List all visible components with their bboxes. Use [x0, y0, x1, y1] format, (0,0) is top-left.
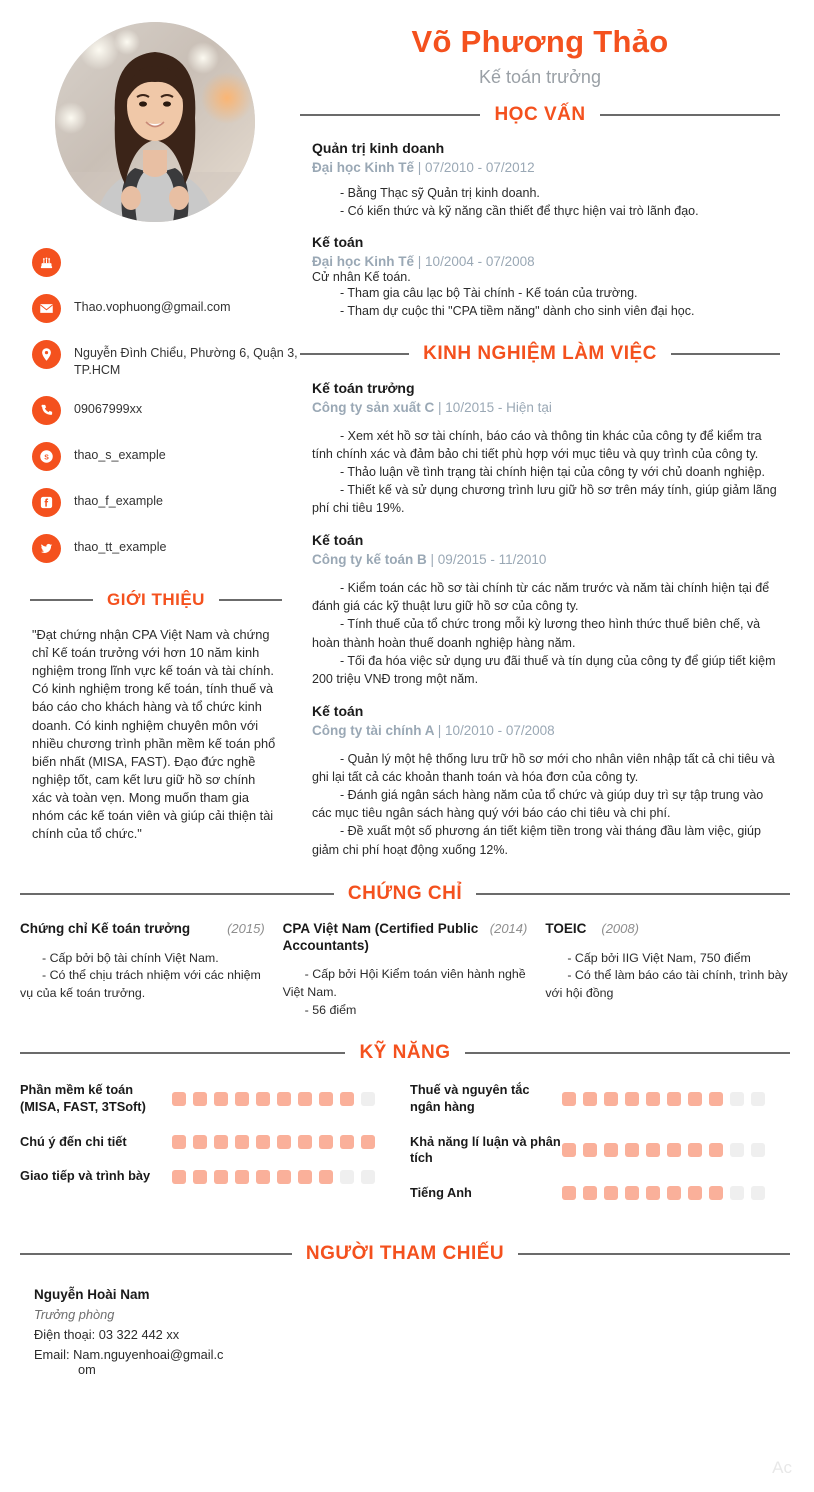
contact-text: Nguyễn Đình Chiểu, Phường 6, Quận 3, TP.HCM — [74, 346, 298, 377]
skill-rating — [172, 1170, 375, 1184]
email-value: Nam.nguyenhoai@gmail.c — [73, 1347, 224, 1363]
rule-left — [20, 893, 334, 895]
skill-square-filled — [235, 1092, 249, 1106]
entry-dates: | 07/2010 - 07/2012 — [417, 160, 535, 175]
phone-icon — [32, 396, 61, 425]
skills-column-left — [20, 1082, 400, 1219]
entry-bullets — [312, 284, 780, 320]
skill-square-filled — [583, 1143, 597, 1157]
reference-role: Trưởng phòng — [34, 1307, 115, 1323]
references-title: NGƯỜI THAM CHIẾU — [305, 1243, 505, 1265]
rule-left — [20, 1052, 345, 1054]
svg-text:S: S — [44, 454, 49, 461]
education-entry — [300, 220, 780, 320]
skill-square-filled — [583, 1092, 597, 1106]
bullet: - Bằng Thạc sỹ Quản trị kinh doanh. — [340, 186, 540, 200]
skill-square-filled — [319, 1092, 333, 1106]
contact-text: thao_s_example — [74, 447, 166, 462]
skill-square-filled — [688, 1092, 702, 1106]
skill-square-filled — [604, 1092, 618, 1106]
entry-title: Quản trị kinh doanh — [312, 140, 445, 156]
certificate-year: (2008) — [601, 920, 639, 936]
bullet: - Cấp bởi bộ tài chính Việt Nam. — [42, 950, 219, 965]
skill-square-filled — [562, 1143, 576, 1157]
entry-title: Kế toán — [312, 702, 364, 719]
bullet: - Cấp bởi IIG Việt Nam, 750 điểm — [567, 950, 751, 965]
email-value-continued: om — [78, 1362, 96, 1378]
skill-square-empty — [751, 1186, 765, 1200]
skill-square-filled — [172, 1135, 186, 1149]
skill-square-filled — [625, 1092, 639, 1106]
skill-rating — [562, 1186, 765, 1200]
skill-square-filled — [193, 1092, 207, 1106]
skill-square-filled — [583, 1186, 597, 1200]
skill-square-filled — [709, 1186, 723, 1200]
skill-row — [20, 1168, 400, 1185]
entry-subtitle — [312, 250, 780, 269]
entry-dates: | 10/2010 - 07/2008 — [437, 722, 555, 738]
skill-square-filled — [277, 1135, 291, 1149]
skill-square-filled — [256, 1092, 270, 1106]
skill-square-filled — [625, 1143, 639, 1157]
experience-entry — [300, 688, 780, 859]
certificate-header — [20, 921, 265, 938]
skill-square-filled — [193, 1135, 207, 1149]
certificate-name: TOEIC — [545, 920, 587, 936]
skill-square-filled — [709, 1092, 723, 1106]
sidebar — [0, 0, 300, 859]
certificate-name: Chứng chỉ Kế toán trưởng — [20, 920, 191, 936]
skill-label: Tiếng Anh — [410, 1184, 472, 1200]
skill-square-empty — [730, 1143, 744, 1157]
skill-square-filled — [646, 1143, 660, 1157]
skill-rating — [562, 1143, 765, 1157]
avatar — [55, 22, 255, 222]
entry-org: Đại học Kinh Tế — [312, 254, 415, 270]
skill-square-filled — [361, 1135, 375, 1149]
rule-right — [219, 599, 282, 601]
bullet: - Tham dự cuộc thi "CPA tiềm năng" dành cho sinh viên đại học. — [340, 304, 695, 319]
entry-bullets — [312, 175, 780, 220]
education-entry — [300, 126, 780, 220]
skill-square-filled — [193, 1170, 207, 1184]
skill-square-empty — [730, 1092, 744, 1106]
certificate-year: (2015) — [227, 920, 265, 936]
contact-text: thao_f_example — [74, 493, 163, 508]
reference-phone — [34, 1322, 790, 1342]
contact-item-address — [32, 340, 300, 379]
bullet: - Quản lý một hệ thống lưu trữ hồ sơ mới cho nhân viên nhập tất cả chi tiêu và ghi lại tất cả các khoản thanh toán và hóa đơn của công ty. — [312, 751, 775, 784]
entry-bullets — [312, 415, 780, 518]
skill-square-filled — [340, 1092, 354, 1106]
skill-square-filled — [256, 1135, 270, 1149]
contact-item-skype[interactable] — [32, 442, 300, 471]
skill-square-filled — [256, 1170, 270, 1184]
skill-square-filled — [604, 1186, 618, 1200]
job-title: Kế toán trưởng — [479, 67, 601, 87]
bullet: - Đánh giá ngân sách hàng năm của tổ chức và giúp duy trì sự tập trung vào các mục tiêu ngân sách hàng quý với báo cáo chi tiêu và chi phí. — [312, 788, 764, 821]
skill-square-filled — [667, 1092, 681, 1106]
skills-grid — [0, 1064, 814, 1219]
skill-rating — [172, 1092, 375, 1106]
skill-square-filled — [688, 1143, 702, 1157]
certificate-item — [545, 921, 790, 1021]
skill-label: Giao tiếp và trình bày — [20, 1168, 151, 1184]
email-label: Email: — [34, 1347, 70, 1363]
page-title: Võ Phương Thảo — [411, 24, 669, 59]
experience-entry — [300, 517, 780, 688]
bullet: - Thảo luận về tình trạng tài chính hiện tại của công ty với chủ doanh nghiệp. — [340, 464, 765, 479]
skill-square-filled — [688, 1186, 702, 1200]
email-icon — [32, 294, 61, 323]
birthday-cake-icon — [32, 248, 61, 277]
bullet: - Tính thuế của tổ chức trong mỗi kỳ lương theo hình thức thuế biên chế, và hoàn thành hoàn thuế doanh nghiệp hàng năm. — [312, 617, 761, 650]
bullet: - Có thể làm báo cáo tài chính, trình bày với hội đồng — [545, 968, 788, 1001]
education-section-header — [300, 88, 780, 126]
rule-left — [30, 599, 93, 601]
contact-item-facebook[interactable] — [32, 488, 300, 517]
rule-right — [600, 114, 780, 116]
experience-entry — [300, 365, 780, 518]
skill-rating — [562, 1092, 765, 1106]
skill-square-filled — [214, 1092, 228, 1106]
certificate-body — [283, 954, 528, 1020]
skill-square-filled — [319, 1135, 333, 1149]
skill-square-empty — [361, 1092, 375, 1106]
entry-org: Công ty tài chính A — [312, 722, 434, 738]
skill-square-filled — [625, 1186, 639, 1200]
facebook-icon — [32, 488, 61, 517]
contact-item-phone[interactable] — [32, 396, 300, 425]
skill-square-filled — [277, 1170, 291, 1184]
contact-item-email[interactable] — [32, 294, 300, 323]
skill-label: Thuế và nguyên tắc ngân hàng — [410, 1082, 530, 1114]
skills-column-right — [410, 1082, 790, 1219]
contact-text: thao_tt_example — [74, 539, 167, 554]
bullet: - 56 điểm — [304, 1003, 357, 1018]
entry-org: Công ty sản xuất C — [312, 399, 435, 415]
portrait-photo-icon — [55, 22, 255, 222]
skill-square-filled — [298, 1170, 312, 1184]
bullet: - Có thể chịu trách nhiệm với các nhiệm vụ của kế toán trưởng. — [20, 968, 261, 1001]
bullet: - Tham gia câu lạc bộ Tài chính - Kế toán của trường. — [340, 286, 638, 301]
skill-row — [20, 1134, 400, 1151]
skype-icon — [32, 442, 61, 471]
bullet: - Có kiến thức và kỹ năng cần thiết để thực hiện vai trò lãnh đạo. — [340, 204, 699, 219]
entry-title: Kế toán trưởng — [312, 379, 415, 396]
contact-text: 09067999xx — [74, 401, 143, 416]
certificate-name: CPA Việt Nam (Certified Public Accountants) — [282, 920, 479, 953]
rule-right — [465, 1052, 790, 1054]
rule-left — [300, 353, 409, 355]
entry-dates: | 10/2015 - Hiện tại — [438, 399, 552, 415]
skill-square-empty — [751, 1143, 765, 1157]
contact-text: Thao.vophuong@gmail.com — [74, 300, 231, 314]
education-list — [300, 126, 780, 321]
skill-square-filled — [214, 1170, 228, 1184]
phone-label: Điện thoại: — [34, 1327, 96, 1343]
skill-square-filled — [298, 1092, 312, 1106]
entry-title: Kế toán — [312, 234, 364, 251]
avatar-wrapper — [10, 0, 300, 222]
entry-org: Công ty kế toán B — [312, 552, 427, 568]
certificate-item — [283, 921, 528, 1021]
skill-label: Phần mềm kế toán (MISA, FAST, 3TSoft) — [20, 1082, 146, 1114]
skills-section-header — [0, 1020, 814, 1064]
skill-square-filled — [172, 1170, 186, 1184]
bullet: - Đề xuất một số phương án tiết kiệm tiền trong vài tháng đầu làm việc, giúp giảm chi phí hoạt động xuống 12%. — [312, 824, 761, 857]
entry-lead: Cử nhân Kế toán. — [312, 270, 411, 285]
entry-subtitle — [312, 719, 780, 738]
skill-label: Chú ý đến chi tiết — [20, 1133, 127, 1149]
intro-section-header — [10, 580, 300, 610]
bullet: - Cấp bởi Hội Kiểm toán viên hành nghề Việt Nam. — [282, 967, 526, 1000]
watermark: Ac — [772, 1458, 792, 1477]
entry-subtitle — [312, 396, 780, 415]
skill-square-filled — [235, 1135, 249, 1149]
bullet: - Kiểm toán các hồ sơ tài chính từ các năm trước và năm tài chính hiện tại để đánh giá các kỹ thuật lưu giữ hồ sơ của công ty. — [312, 581, 770, 614]
rule-right — [518, 1253, 790, 1255]
skill-rating — [172, 1135, 375, 1149]
phone-value: 03 322 442 xx — [98, 1327, 180, 1343]
rule-left — [300, 114, 480, 116]
twitter-icon — [32, 534, 61, 563]
bullet: - Tối đa hóa việc sử dụng ưu đãi thuế và tín dụng của công ty để giúp tiết kiệm 200 triệu VNĐ trong một năm. — [312, 653, 776, 686]
skill-square-filled — [172, 1092, 186, 1106]
skill-row — [20, 1082, 400, 1115]
contact-item-birthday — [32, 248, 300, 277]
skill-row — [410, 1082, 790, 1115]
rule-right — [476, 893, 790, 895]
skill-square-filled — [277, 1092, 291, 1106]
references-section-header — [0, 1219, 814, 1265]
skill-label: Khả năng lí luận và phân tích — [410, 1133, 561, 1166]
contact-item-twitter[interactable] — [32, 534, 300, 563]
skill-square-filled — [667, 1186, 681, 1200]
experience-title: KINH NGHIỆM LÀM VIỆC — [423, 342, 657, 364]
education-title: HỌC VẤN — [494, 104, 586, 125]
certificates-title: CHỨNG CHỈ — [347, 882, 463, 904]
certificate-body — [545, 938, 790, 1004]
skill-square-filled — [646, 1092, 660, 1106]
entry-subtitle — [312, 156, 780, 175]
certificates-list — [0, 905, 814, 1021]
skill-square-filled — [319, 1170, 333, 1184]
skill-square-empty — [730, 1186, 744, 1200]
skill-square-filled — [214, 1135, 228, 1149]
certificate-header — [545, 921, 790, 938]
skill-square-filled — [709, 1143, 723, 1157]
skill-square-filled — [298, 1135, 312, 1149]
skill-square-filled — [667, 1143, 681, 1157]
entry-title: Kế toán — [312, 532, 364, 549]
location-pin-icon — [32, 340, 61, 369]
certificate-body — [20, 938, 265, 1004]
skill-square-filled — [340, 1135, 354, 1149]
skill-square-filled — [646, 1186, 660, 1200]
contact-list — [10, 222, 300, 563]
experience-section-header — [300, 321, 780, 365]
certificates-section-header — [0, 859, 814, 905]
skill-square-empty — [361, 1170, 375, 1184]
certificate-year: (2014) — [489, 920, 528, 936]
entry-bullets — [312, 738, 780, 859]
skill-square-filled — [604, 1143, 618, 1157]
skills-title: KỸ NĂNG — [359, 1042, 451, 1064]
skill-row — [410, 1134, 790, 1167]
main-column — [300, 0, 814, 859]
intro-body: "Đạt chứng nhận CPA Việt Nam và chứng chỉ Kế toán trưởng với hơn 10 năm kinh nghiệm trong lĩnh vực kế toán và tài chính. Có kinh nghiệm trong kế toán, tính thuế và báo cáo cho khách hàng và tổ chức kinh doanh. Có kinh nghiệm chuyên môn với nhiều chương trình phần mềm kế toán phổ biến nhất (MISA, FAST). Đạo đức nghề nghiệp tốt, cam kết lưu giữ hồ sơ chính xác và toàn vẹn. Mong muốn tham gia nhóm các kế toán viên và giúp cải thiện tài chính của tổ chức." — [32, 626, 276, 842]
skill-square-filled — [562, 1092, 576, 1106]
entry-dates: | 10/2004 - 07/2008 — [417, 254, 535, 270]
skill-row — [410, 1185, 790, 1202]
entry-subtitle — [312, 548, 780, 567]
skill-square-empty — [340, 1170, 354, 1184]
skill-square-filled — [562, 1186, 576, 1200]
certificate-header — [283, 921, 528, 955]
intro-title: GIỚI THIỆU — [107, 589, 205, 609]
bullet: - Thiết kế và sử dụng chương trình lưu giữ hồ sơ trên máy tính, giúp giảm lãng phí chi tiêu 19%. — [312, 482, 777, 515]
skill-square-filled — [235, 1170, 249, 1184]
reference-item — [0, 1265, 814, 1377]
certificate-item — [20, 921, 265, 1021]
rule-right — [671, 353, 780, 355]
skill-square-empty — [751, 1092, 765, 1106]
entry-dates: | 09/2015 - 11/2010 — [430, 552, 547, 568]
reference-email — [34, 1342, 790, 1377]
entry-bullets — [312, 567, 780, 688]
bullet: - Xem xét hồ sơ tài chính, báo cáo và thông tin khác của công ty để kiểm tra tính chính xác và đảm bảo chi tiết phù hợp với mục tiêu và quy trình của công ty. — [312, 428, 762, 461]
entry-org: Đại học Kinh Tế — [312, 160, 415, 175]
experience-list — [300, 365, 780, 859]
rule-left — [20, 1253, 292, 1255]
reference-name: Nguyễn Hoài Nam — [34, 1287, 150, 1303]
